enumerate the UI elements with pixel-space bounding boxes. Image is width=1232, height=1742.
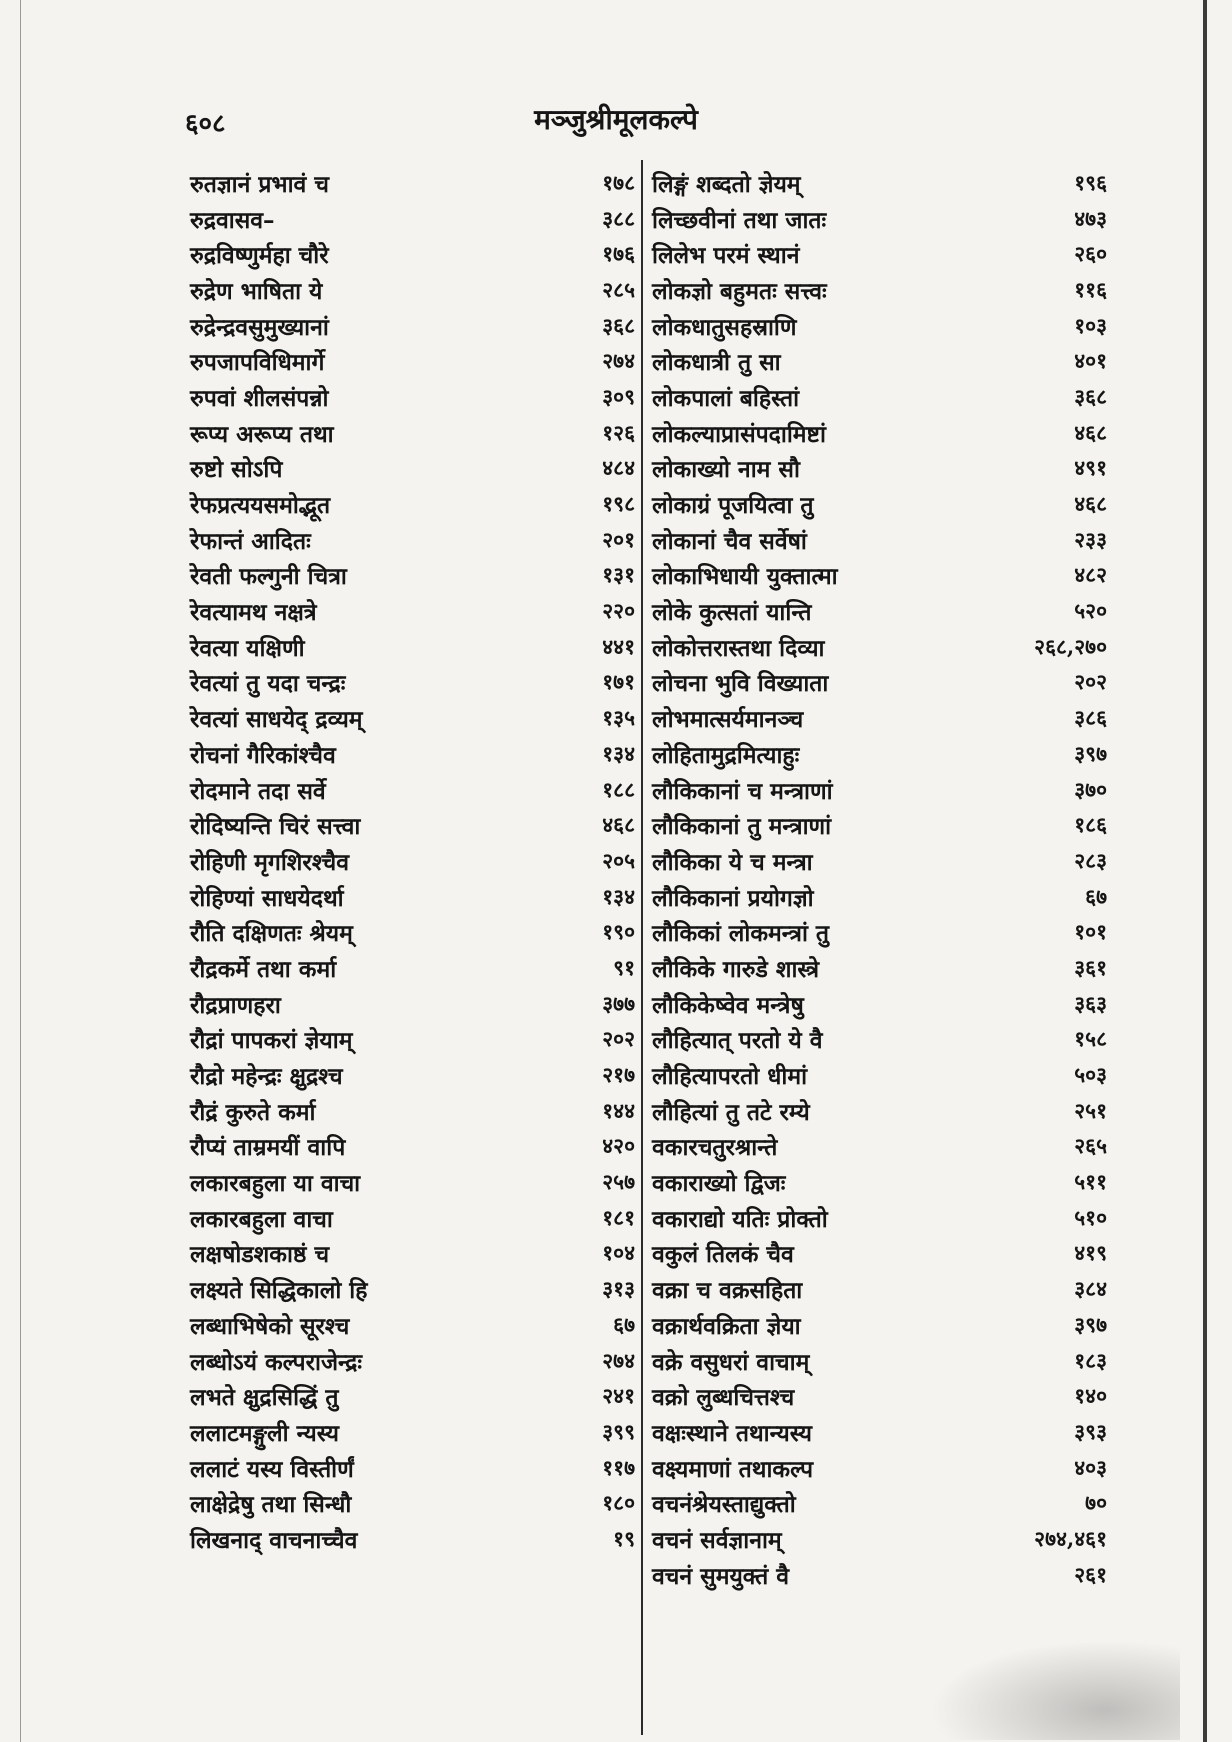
index-entry-text: रोदिष्यन्ति चिरं सत्त्वा — [190, 813, 361, 841]
index-entry-row — [652, 1450, 1107, 1486]
index-entry-row — [190, 986, 635, 1022]
index-entry-row — [190, 486, 635, 522]
index-entry-text: लोकपालां बहिस्तां — [652, 384, 800, 412]
index-entry-text: लौकिकानां तु मन्त्राणां — [652, 813, 832, 841]
index-entry-page-ref: ३९९ — [602, 1418, 635, 1444]
index-entry-text: वक्रा च वक्रसहिता — [652, 1277, 803, 1305]
index-entry-row — [190, 629, 635, 665]
index-entry-page-ref: २०२ — [602, 1026, 635, 1052]
index-entry-page-ref: ३८६ — [1074, 705, 1107, 731]
index-entry-text: लक्षषोडशकाष्ठं च — [190, 1241, 330, 1269]
index-entry-text: वकारचतुरश्रान्ते — [652, 1134, 778, 1162]
index-entry-page-ref: २७४ — [602, 1347, 635, 1373]
index-entry-row — [190, 1307, 635, 1343]
index-entry-text: लौकिका ये च मन्त्रा — [652, 848, 813, 876]
index-entry-page-ref: २३३ — [1074, 526, 1107, 552]
index-entry-page-ref: ४६८ — [1074, 419, 1107, 445]
index-entry-text: वक्रो लुब्धचित्तश्च — [652, 1384, 795, 1412]
index-entry-text: लोकधातुसहस्राणि — [652, 313, 797, 341]
index-entry-row — [190, 558, 635, 594]
index-entry-text: लोकल्याप्रासंपदामिष्टां — [652, 420, 826, 448]
index-entry-row — [190, 843, 635, 879]
index-entry-text: लब्धोऽयं कल्पराजेन्द्रः — [190, 1348, 362, 1376]
index-entry-page-ref: ४८२ — [1074, 562, 1107, 588]
index-entry-row — [190, 1414, 635, 1450]
index-entry-row — [652, 272, 1107, 308]
index-entry-text: रेवत्यां तु यदा चन्द्रः — [190, 670, 346, 698]
index-entry-text: वक्ष्यमाणां तथाकल्प — [652, 1455, 814, 1483]
index-entry-text: लकारबहुला या वाचा — [190, 1170, 361, 1198]
index-entry-row — [652, 1557, 1107, 1593]
left-page-edge — [20, 0, 21, 1742]
index-entry-page-ref: १८८ — [602, 776, 635, 802]
index-entry-row — [652, 665, 1107, 701]
index-entry-page-ref: १३१ — [602, 562, 635, 588]
index-entry-row — [652, 415, 1107, 451]
index-entry-row — [190, 665, 635, 701]
index-entry-page-ref: २४१ — [602, 1383, 635, 1409]
index-entry-page-ref: १८३ — [1074, 1347, 1107, 1373]
index-entry-row — [190, 1057, 635, 1093]
index-entry-page-ref: ११६ — [1074, 276, 1107, 302]
index-entry-row — [652, 1307, 1107, 1343]
index-entry-row — [652, 1129, 1107, 1165]
index-entry-text: वक्षःस्थाने तथान्यस्य — [652, 1419, 813, 1447]
index-entry-row — [190, 879, 635, 915]
index-entry-row — [190, 1022, 635, 1058]
index-entry-row — [652, 1057, 1107, 1093]
index-entry-row — [652, 1378, 1107, 1414]
index-entry-text: रुपजापविधिमार्गे — [190, 349, 325, 377]
index-entry-text: रुष्टो सोऽपि — [190, 456, 283, 484]
index-entry-page-ref: १८६ — [1074, 812, 1107, 838]
index-entry-row — [190, 201, 635, 237]
index-entry-text: लिलेभ परमं स्थानं — [652, 242, 800, 270]
index-entry-page-ref: ३१३ — [602, 1276, 635, 1302]
index-entry-row — [652, 201, 1107, 237]
index-entry-text: वचनं सुमयुक्तं वै — [652, 1562, 790, 1590]
index-entry-page-ref: २६१ — [1074, 1561, 1107, 1587]
index-entry-page-ref: १७१ — [602, 669, 635, 695]
index-entry-text: लौकिकेष्वेव मन्त्रेषु — [652, 991, 804, 1019]
index-entry-page-ref: ४७३ — [1074, 205, 1107, 231]
index-entry-page-ref: १९८ — [602, 491, 635, 517]
index-entry-text: वचनंश्रेयस्ताद्युक्तो — [652, 1491, 796, 1519]
index-entry-text: रुद्रवासव– — [190, 206, 275, 234]
index-entry-row — [190, 165, 635, 201]
index-entry-text: रोदमाने तदा सर्वे — [190, 777, 326, 805]
index-entry-text: ललाटमङ्गुली न्यस्य — [190, 1419, 340, 1447]
index-entry-text: वकुलं तिलकं चैव — [652, 1241, 794, 1269]
index-entry-page-ref: ३६३ — [1074, 990, 1107, 1016]
index-entry-row — [190, 700, 635, 736]
index-entry-row — [652, 522, 1107, 558]
index-entry-page-ref: १०३ — [1074, 312, 1107, 338]
index-entry-row — [652, 343, 1107, 379]
index-entry-text: लोके कुत्सतां यान्ति — [652, 599, 812, 627]
index-entry-row — [190, 1378, 635, 1414]
index-entry-row — [190, 593, 635, 629]
index-entry-row — [190, 451, 635, 487]
index-entry-text: वकाराख्यो द्विजः — [652, 1170, 786, 1198]
index-entry-text: लकारबहुला वाचा — [190, 1205, 333, 1233]
index-entry-text: रूप्य अरूप्य तथा — [190, 420, 334, 448]
index-entry-text: रौप्यं ताम्रमयीं वापि — [190, 1134, 346, 1162]
index-entry-text: वचनं सर्वज्ञानाम् — [652, 1526, 782, 1554]
index-entry-page-ref: ३९७ — [1074, 740, 1107, 766]
index-entry-page-ref: २०२ — [1074, 669, 1107, 695]
index-entry-page-ref: २५१ — [1074, 1097, 1107, 1123]
index-entry-page-ref: १०४ — [602, 1240, 635, 1266]
index-entry-text: लौकिकां लोकमन्त्रां तु — [652, 920, 830, 948]
index-entry-text: लोकाख्यो नाम सौ — [652, 456, 800, 484]
index-entry-text: रेफप्रत्ययसमोद्भूत — [190, 492, 331, 520]
index-entry-text: लिङ्गं शब्दतो ज्ञेयम् — [652, 170, 801, 198]
index-entry-page-ref: ४४१ — [602, 633, 635, 659]
right-page-edge — [1203, 0, 1207, 1742]
index-entry-row — [652, 879, 1107, 915]
index-entry-page-ref: २६८,२७० — [1034, 633, 1107, 659]
index-entry-text: लोकाभिधायी युक्तात्मा — [652, 563, 838, 591]
index-entry-text: रौद्रां पापकरां ज्ञेयाम् — [190, 1027, 353, 1055]
index-entry-row — [190, 772, 635, 808]
index-entry-text: लोकोत्तरास्तथा दिव्या — [652, 634, 825, 662]
index-entry-row — [190, 1093, 635, 1129]
index-entry-page-ref: २६५ — [1074, 1133, 1107, 1159]
index-entry-text: लभते क्षुद्रसिद्धिं तु — [190, 1384, 339, 1412]
index-entry-page-ref: ३०९ — [602, 383, 635, 409]
index-entry-page-ref: १४४ — [602, 1097, 635, 1123]
index-entry-page-ref: १३४ — [602, 740, 635, 766]
print-smudge — [930, 1640, 1180, 1740]
index-entry-page-ref: ३७० — [1074, 776, 1107, 802]
index-column-right — [652, 165, 1107, 1593]
index-entry-page-ref: ६७ — [1085, 883, 1107, 909]
index-entry-page-ref: २०५ — [602, 847, 635, 873]
index-entry-page-ref: २८३ — [1074, 847, 1107, 873]
index-entry-row — [652, 843, 1107, 879]
index-entry-row — [190, 1236, 635, 1272]
index-entry-row — [190, 522, 635, 558]
index-entry-row — [652, 1414, 1107, 1450]
index-entry-text: लौहित्यापरतो धीमां — [652, 1063, 808, 1091]
index-entry-text: रौद्रप्राणहरा — [190, 991, 281, 1019]
index-entry-page-ref: ६७ — [613, 1311, 635, 1337]
index-entry-text: लब्धाभिषेको सूरश्च — [190, 1312, 350, 1340]
index-entry-row — [652, 308, 1107, 344]
index-entry-page-ref: ३९३ — [1074, 1418, 1107, 1444]
index-entry-page-ref: २०१ — [602, 526, 635, 552]
index-entry-text: रोहिण्यां साधयेदर्था — [190, 884, 344, 912]
index-entry-text: ललाटं यस्य विस्तीर्णं — [190, 1455, 354, 1483]
index-entry-row — [652, 379, 1107, 415]
index-entry-text: रेवत्यां साधयेद् द्रव्यम् — [190, 706, 363, 734]
index-entry-page-ref: २२० — [602, 598, 635, 624]
index-entry-row — [190, 343, 635, 379]
index-entry-text: लिखनाद् वाचनाच्चैव — [190, 1526, 358, 1554]
index-entry-page-ref: ४६८ — [602, 812, 635, 838]
index-entry-text: लौहित्यात् परतो ये वै — [652, 1027, 823, 1055]
index-entry-row — [190, 379, 635, 415]
index-entry-page-ref: १७८ — [602, 169, 635, 195]
index-entry-page-ref: १३५ — [602, 705, 635, 731]
index-entry-text: लोचना भुवि विख्याता — [652, 670, 829, 698]
index-entry-row — [652, 1093, 1107, 1129]
index-entry-row — [652, 486, 1107, 522]
index-entry-text: लोकानां चैव सर्वेषां — [652, 527, 807, 555]
index-entry-row — [652, 558, 1107, 594]
index-entry-text: रोचनां गैरिकांश्चैव — [190, 741, 336, 769]
index-entry-row — [190, 1164, 635, 1200]
index-entry-page-ref: ५१० — [1074, 1204, 1107, 1230]
index-entry-page-ref: १४० — [1074, 1383, 1107, 1409]
index-entry-row — [652, 1485, 1107, 1521]
index-entry-text: लौहित्यां तु तटे रम्ये — [652, 1098, 810, 1126]
index-entry-page-ref: ३६१ — [1074, 954, 1107, 980]
index-entry-row — [190, 1343, 635, 1379]
index-entry-page-ref: २८५ — [602, 276, 635, 302]
index-entry-text: रौद्रो महेन्द्रः क्षुद्रश्च — [190, 1063, 343, 1091]
index-entry-page-ref: ४६८ — [1074, 491, 1107, 517]
index-entry-row — [652, 1164, 1107, 1200]
index-entry-row — [190, 950, 635, 986]
index-entry-page-ref: १८१ — [602, 1204, 635, 1230]
index-entry-text: रेवत्या यक्षिणी — [190, 634, 305, 662]
index-entry-page-ref: ९१ — [613, 954, 635, 980]
index-entry-row — [190, 1450, 635, 1486]
index-entry-page-ref: ५११ — [1074, 1169, 1107, 1195]
index-entry-row — [190, 272, 635, 308]
index-entry-page-ref: २६० — [1074, 241, 1107, 267]
index-entry-row — [652, 629, 1107, 665]
index-entry-page-ref: १९ — [613, 1525, 635, 1551]
index-entry-row — [652, 736, 1107, 772]
index-entry-text: वक्रे वसुधरां वाचाम् — [652, 1348, 810, 1376]
index-entry-page-ref: १३४ — [602, 883, 635, 909]
index-entry-page-ref: ३८४ — [1074, 1276, 1107, 1302]
index-entry-text: लोकाग्रं पूजयित्वा तु — [652, 492, 814, 520]
index-entry-page-ref: १९६ — [1074, 169, 1107, 195]
index-entry-page-ref: १७६ — [602, 241, 635, 267]
index-entry-text: रेवत्यामथ नक्षत्रे — [190, 599, 317, 627]
index-entry-row — [190, 736, 635, 772]
index-entry-text: लोभमात्सर्यमानञ्च — [652, 706, 804, 734]
index-entry-text: लाक्षेद्रेषु तथा सिन्धौ — [190, 1491, 352, 1519]
index-entry-row — [190, 1271, 635, 1307]
index-entry-text: रुद्रेण भाषिता ये — [190, 277, 323, 305]
index-entry-text: रोहिणी मृगशिरश्चैव — [190, 848, 350, 876]
index-entry-row — [190, 308, 635, 344]
index-entry-row — [190, 236, 635, 272]
index-entry-text: लक्ष्यते सिद्धिकालो हि — [190, 1277, 368, 1305]
index-entry-text: रेफान्तं आदितः — [190, 527, 311, 555]
index-entry-row — [190, 1200, 635, 1236]
index-entry-page-ref: ४०१ — [1074, 348, 1107, 374]
index-entry-text: रुद्रविष्णुर्महा चौरे — [190, 242, 329, 270]
index-entry-page-ref: ४०३ — [1074, 1454, 1107, 1480]
column-divider — [641, 160, 643, 1735]
index-entry-page-ref: २५७ — [602, 1169, 635, 1195]
index-entry-page-ref: ४२० — [602, 1133, 635, 1159]
index-entry-page-ref: ३८८ — [602, 205, 635, 231]
index-entry-text: रौद्रं कुरुते कर्मा — [190, 1098, 316, 1126]
index-entry-page-ref: ३६८ — [602, 312, 635, 338]
index-entry-page-ref: ११७ — [602, 1454, 635, 1480]
index-entry-text: लोहितामुद्रमित्याहुः — [652, 741, 800, 769]
index-entry-text: वक्रार्थवक्रिता ज्ञेया — [652, 1312, 801, 1340]
index-entry-row — [652, 700, 1107, 736]
index-entry-row — [652, 236, 1107, 272]
index-entry-page-ref: १२६ — [602, 419, 635, 445]
index-entry-row — [652, 593, 1107, 629]
index-entry-page-ref: ५०३ — [1074, 1062, 1107, 1088]
index-entry-page-ref: १८० — [602, 1490, 635, 1516]
index-entry-row — [190, 1485, 635, 1521]
index-entry-text: लौकिकानां च मन्त्राणां — [652, 777, 833, 805]
index-column-left — [190, 165, 635, 1557]
index-entry-row — [190, 415, 635, 451]
index-entry-row — [652, 914, 1107, 950]
index-entry-page-ref: ३७७ — [602, 990, 635, 1016]
index-entry-row — [652, 1271, 1107, 1307]
index-entry-page-ref: १५८ — [1074, 1026, 1107, 1052]
index-entry-text: लौकिके गारुडे शास्त्रे — [652, 955, 820, 983]
index-entry-row — [652, 986, 1107, 1022]
index-entry-text: रौद्रकर्मे तथा कर्मा — [190, 955, 337, 983]
index-entry-row — [190, 1521, 635, 1557]
index-entry-page-ref: १९० — [602, 919, 635, 945]
index-entry-text: रौति दक्षिणतः श्रेयम् — [190, 920, 353, 948]
index-entry-text: लिच्छवीनां तथा जातः — [652, 206, 827, 234]
index-entry-row — [652, 1022, 1107, 1058]
index-entry-page-ref: ५२० — [1074, 598, 1107, 624]
index-entry-row — [652, 807, 1107, 843]
index-entry-page-ref: ७० — [1085, 1490, 1107, 1516]
index-entry-text: लौकिकानां प्रयोगज्ञो — [652, 884, 814, 912]
index-entry-text: लोकधात्री तु सा — [652, 349, 781, 377]
index-entry-row — [652, 772, 1107, 808]
index-entry-page-ref: २७४ — [602, 348, 635, 374]
index-entry-page-ref: २१७ — [602, 1062, 635, 1088]
index-entry-page-ref: ४१९ — [1074, 1240, 1107, 1266]
index-entry-row — [652, 1343, 1107, 1379]
index-entry-page-ref: ४९१ — [1074, 455, 1107, 481]
index-entry-text: रुद्रेन्द्रवसुमुख्यानां — [190, 313, 329, 341]
index-entry-text: वकाराद्यो यतिः प्रोक्तो — [652, 1205, 828, 1233]
index-entry-text: लोकज्ञो बहुमतः सत्त्वः — [652, 277, 827, 305]
index-entry-text: रुतज्ञानं प्रभावं च — [190, 170, 329, 198]
index-entry-row — [652, 451, 1107, 487]
index-entry-row — [652, 950, 1107, 986]
page-number: ६०८ — [185, 109, 226, 139]
index-entry-page-ref: १०१ — [1074, 919, 1107, 945]
index-entry-row — [652, 165, 1107, 201]
index-entry-row — [652, 1521, 1107, 1557]
index-entry-row — [190, 914, 635, 950]
index-entry-text: रेवती फल्गुनी चित्रा — [190, 563, 347, 591]
page-title: मञ्जुश्रीमूलकल्पे — [534, 103, 698, 136]
index-entry-row — [190, 807, 635, 843]
index-entry-row — [190, 1129, 635, 1165]
index-entry-row — [652, 1200, 1107, 1236]
index-entry-page-ref: ३९७ — [1074, 1311, 1107, 1337]
index-entry-page-ref: ३६८ — [1074, 383, 1107, 409]
index-entry-page-ref: ४८४ — [602, 455, 635, 481]
index-entry-page-ref: २७४,४६१ — [1034, 1525, 1107, 1551]
index-entry-text: रुपवां शीलसंपन्नो — [190, 384, 329, 412]
index-entry-row — [652, 1236, 1107, 1272]
